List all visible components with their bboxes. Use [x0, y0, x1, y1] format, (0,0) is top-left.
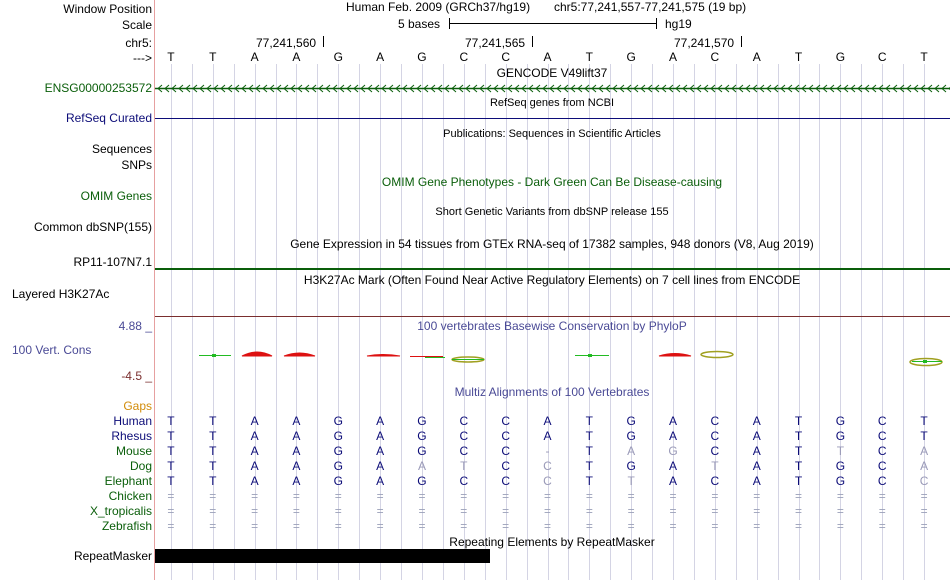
ref-base: C [459, 50, 469, 64]
aligned-base: G [835, 459, 846, 473]
aligned-base: C [501, 414, 510, 428]
aligned-base: T [167, 414, 175, 428]
aligned-base: A [376, 459, 385, 473]
ref-base: T [209, 50, 217, 64]
species-label-zebrafish[interactable]: Zebrafish [101, 519, 152, 533]
aligned-base: = [836, 489, 844, 503]
aligned-base: = [753, 489, 761, 503]
species-row [155, 414, 950, 429]
ref-base: G [417, 50, 427, 64]
aligned-base: C [459, 474, 469, 488]
aligned-base: A [376, 474, 385, 488]
aligned-base: G [333, 459, 343, 473]
species-label-rhesus[interactable]: Rhesus [111, 429, 152, 443]
ref-base: A [543, 50, 552, 64]
aligned-base: T [460, 459, 468, 473]
aligned-base: - [545, 444, 550, 458]
track-title-multiz: Multiz Alignments of 100 Vertebrates [454, 385, 650, 399]
track-title-gtex: Gene Expression in 54 tissues from GTEx RNA-seq of 17382 samples, 948 donors (V8, Aug 2019) [290, 237, 814, 251]
label-chrom[interactable]: chr5: [125, 36, 152, 50]
aligned-base: = [292, 504, 300, 518]
repeatmasker-element[interactable] [155, 549, 490, 563]
aligned-base: = [376, 519, 384, 533]
aligned-base: = [334, 504, 342, 518]
aligned-base: T [627, 474, 635, 488]
scale-bar [155, 0, 950, 60]
aligned-base: = [711, 504, 719, 518]
aligned-base: = [418, 489, 426, 503]
ref-base: G [626, 50, 636, 64]
track-image-panel[interactable] [155, 0, 950, 580]
aligned-base: T [209, 444, 217, 458]
aligned-base: T [167, 444, 175, 458]
ref-base: G [333, 50, 343, 64]
aligned-base: G [626, 429, 636, 443]
aligned-base: A [752, 429, 761, 443]
aligned-base: = [251, 519, 259, 533]
aligned-base: T [711, 459, 719, 473]
aligned-base: = [418, 519, 426, 533]
aligned-base: A [920, 459, 929, 473]
aligned-base: T [920, 414, 928, 428]
species-label-mouse[interactable]: Mouse [115, 444, 152, 458]
aligned-base: = [585, 504, 593, 518]
aligned-base: = [543, 489, 552, 503]
aligned-base: A [669, 459, 678, 473]
track-title-omim: OMIM Gene Phenotypes - Dark Green Can Be Disease-causing [381, 175, 723, 189]
aligned-base: T [167, 474, 175, 488]
track-title-repeatmasker: Repeating Elements by RepeatMasker [449, 535, 655, 549]
aligned-base: A [250, 444, 259, 458]
aligned-base: = [669, 504, 677, 518]
aligned-base: A [752, 414, 761, 428]
ref-base: A [752, 50, 761, 64]
aligned-base: = [795, 504, 803, 518]
header-assembly: Human Feb. 2009 (GRCh37/hg19) [346, 0, 531, 14]
aligned-base: A [292, 414, 301, 428]
aligned-base: A [752, 459, 761, 473]
ref-base: A [669, 50, 678, 64]
aligned-base: A [376, 429, 385, 443]
aligned-base: = [585, 489, 593, 503]
label-window-position[interactable]: Window Position [63, 2, 152, 16]
ref-base: T [794, 50, 803, 64]
coord-tick-2: 77,241,565 [465, 36, 526, 50]
aligned-base: = [920, 489, 928, 503]
aligned-base: = [292, 519, 300, 533]
aligned-base: A [752, 474, 761, 488]
aligned-base: A [250, 474, 259, 488]
aligned-base: = [460, 504, 468, 518]
aligned-base: G [835, 474, 846, 488]
ref-base: T [920, 50, 928, 64]
scale-bases-label: 5 bases [398, 17, 441, 31]
label-snps[interactable]: SNPs [121, 158, 152, 172]
aligned-base: C [501, 459, 510, 473]
header-position: chr5:77,241,557-77,241,575 (19 bp) [554, 0, 747, 14]
track-title-h3k27ac: H3K27Ac Mark (Often Found Near Active Regulatory Elements) on 7 cell lines from ENCODE [303, 273, 801, 287]
aligned-base: T [794, 429, 803, 443]
aligned-base: = [627, 504, 635, 518]
aligned-base: = [376, 504, 384, 518]
species-label-human[interactable]: Human [113, 414, 152, 428]
aligned-base: C [501, 429, 510, 443]
aligned-base: A [627, 444, 636, 458]
aligned-base: G [333, 474, 343, 488]
aligned-base: = [669, 489, 677, 503]
species-label-dog[interactable]: Dog [129, 459, 152, 473]
aligned-base: G [626, 414, 636, 428]
label-cons-min: -4.5 _ [121, 369, 152, 383]
aligned-base: C [877, 474, 887, 488]
aligned-base: = [418, 504, 426, 518]
aligned-base: A [292, 474, 301, 488]
aligned-base: = [502, 519, 510, 533]
aligned-base: G [417, 414, 427, 428]
aligned-base: A [250, 459, 259, 473]
aligned-base: = [585, 519, 593, 533]
aligned-base: = [878, 489, 886, 503]
ref-base: C [501, 50, 510, 64]
aligned-base: A [920, 444, 929, 458]
species-row [155, 444, 950, 459]
aligned-base: T [585, 444, 593, 458]
aligned-base: T [585, 474, 593, 488]
label-sequences[interactable]: Sequences [91, 142, 152, 156]
track-title-dbsnp: Short Genetic Variants from dbSNP release 155 [435, 206, 669, 218]
aligned-base: T [209, 429, 217, 443]
aligned-base: A [292, 444, 301, 458]
species-row [155, 489, 950, 504]
aligned-base: G [333, 444, 343, 458]
track-title-gencode: GENCODE V49lift37 [496, 66, 608, 80]
phylop-conservation-plot[interactable] [155, 340, 950, 380]
aligned-base: G [417, 474, 427, 488]
species-row [155, 429, 950, 444]
aligned-base: G [835, 429, 846, 443]
aligned-base: C [543, 474, 552, 488]
aligned-base: = [334, 519, 342, 533]
aligned-base: = [167, 519, 175, 533]
aligned-base: T [836, 444, 845, 458]
aligned-base: = [711, 489, 719, 503]
ref-base: A [292, 50, 301, 64]
aligned-base: C [543, 459, 552, 473]
species-label-elephant[interactable]: Elephant [104, 474, 152, 488]
aligned-base: C [877, 414, 887, 428]
aligned-base: = [795, 519, 803, 533]
aligned-base: C [710, 414, 720, 428]
label-gaps[interactable]: Gaps [123, 399, 152, 413]
aligned-base: = [376, 489, 384, 503]
aligned-base: T [209, 459, 217, 473]
aligned-base: A [250, 429, 259, 443]
label-ensg[interactable]: ENSG00000253572 [44, 81, 152, 95]
ref-base: C [710, 50, 720, 64]
aligned-base: = [543, 504, 552, 518]
aligned-base: C [919, 474, 929, 488]
aligned-base: T [585, 459, 593, 473]
aligned-base: = [543, 519, 552, 533]
aligned-base: T [167, 429, 175, 443]
aligned-base: = [669, 519, 677, 533]
aligned-base: A [376, 414, 385, 428]
track-title-publications: Publications: Sequences in Scientific Articles [443, 128, 661, 140]
aligned-base: = [334, 489, 342, 503]
aligned-base: = [502, 504, 510, 518]
aligned-base: = [753, 504, 761, 518]
label-rp11[interactable]: RP11-107N7.1 [73, 255, 152, 269]
aligned-base: T [209, 414, 217, 428]
aligned-base: = [836, 504, 844, 518]
aligned-base: = [460, 519, 468, 533]
aligned-base: = [209, 519, 217, 533]
aligned-base: = [502, 489, 510, 503]
aligned-base: A [417, 459, 426, 473]
species-row [155, 474, 950, 489]
label-cons-max: 4.88 _ [118, 319, 152, 333]
label-layered-h3k27ac[interactable]: Layered H3K27Ac [12, 287, 110, 301]
aligned-base: A [292, 429, 301, 443]
scale-db-label: hg19 [665, 17, 692, 31]
label-100-vert-cons[interactable]: 100 Vert. Cons [12, 343, 92, 357]
track-labels-panel [0, 0, 154, 580]
aligned-base: = [711, 519, 719, 533]
aligned-base: C [710, 474, 720, 488]
track-title-refseq: RefSeq genes from NCBI [489, 97, 615, 109]
species-row [155, 459, 950, 474]
ref-base: T [167, 50, 175, 64]
aligned-base: G [417, 429, 427, 443]
species-row [155, 504, 950, 519]
aligned-base: C [459, 444, 469, 458]
aligned-base: = [209, 504, 217, 518]
aligned-base: C [877, 444, 887, 458]
aligned-base: = [251, 489, 259, 503]
label-omim-genes[interactable]: OMIM Genes [80, 189, 152, 203]
aligned-base: = [836, 519, 844, 533]
aligned-base: = [795, 489, 803, 503]
aligned-base: = [627, 519, 635, 533]
aligned-base: = [167, 489, 175, 503]
aligned-base: A [543, 429, 552, 443]
aligned-base: C [710, 429, 720, 443]
aligned-base: = [460, 489, 468, 503]
aligned-base: C [501, 474, 510, 488]
species-label-x_tropicalis[interactable]: X_tropicalis [89, 504, 152, 518]
aligned-base: T [209, 474, 217, 488]
coord-tick-3: 77,241,570 [674, 36, 735, 50]
aligned-base: T [794, 459, 803, 473]
aligned-base: T [794, 414, 803, 428]
aligned-base: T [794, 474, 803, 488]
aligned-base: C [459, 414, 469, 428]
aligned-base: = [292, 489, 300, 503]
aligned-base: A [669, 429, 678, 443]
aligned-base: T [585, 429, 593, 443]
aligned-base: C [501, 444, 510, 458]
aligned-base: A [376, 444, 385, 458]
aligned-base: = [920, 504, 928, 518]
ref-base: C [877, 50, 887, 64]
aligned-base: G [417, 444, 427, 458]
aligned-base: A [669, 414, 678, 428]
aligned-base: T [794, 444, 803, 458]
track-title-phylop: 100 vertebrates Basewise Conservation by PhyloP [417, 319, 687, 333]
aligned-base: G [835, 414, 846, 428]
aligned-base: A [543, 414, 552, 428]
aligned-base: A [669, 474, 678, 488]
aligned-base: C [710, 444, 720, 458]
ref-base: A [376, 50, 385, 64]
aligned-base: = [209, 489, 217, 503]
aligned-base: = [753, 519, 761, 533]
aligned-base: T [585, 414, 593, 428]
ref-base: T [585, 50, 593, 64]
aligned-base: G [626, 459, 636, 473]
ref-base: A [250, 50, 259, 64]
label-repeatmasker[interactable]: RepeatMasker [73, 549, 152, 563]
aligned-base: G [333, 414, 343, 428]
label-refseq-curated[interactable]: RefSeq Curated [65, 111, 152, 125]
aligned-base: A [250, 414, 259, 428]
species-label-chicken[interactable]: Chicken [108, 489, 152, 503]
aligned-base: = [920, 519, 928, 533]
aligned-base: A [752, 444, 761, 458]
aligned-base: = [627, 489, 635, 503]
aligned-base: A [292, 459, 301, 473]
aligned-base: = [167, 504, 175, 518]
ref-base: G [835, 50, 846, 64]
aligned-base: T [920, 429, 928, 443]
aligned-base: C [877, 459, 887, 473]
aligned-base: = [251, 504, 259, 518]
coord-tick-1: 77,241,560 [256, 36, 317, 50]
aligned-base: C [459, 429, 469, 443]
label-strand-arrow[interactable]: ---> [133, 51, 152, 65]
label-common-dbsnp[interactable]: Common dbSNP(155) [33, 220, 152, 234]
aligned-base: G [668, 444, 678, 458]
aligned-base: T [167, 459, 175, 473]
aligned-base: G [333, 429, 343, 443]
species-row [155, 519, 950, 534]
aligned-base: C [877, 429, 887, 443]
label-scale[interactable]: Scale [121, 18, 152, 32]
aligned-base: = [878, 519, 886, 533]
aligned-base: = [878, 504, 886, 518]
